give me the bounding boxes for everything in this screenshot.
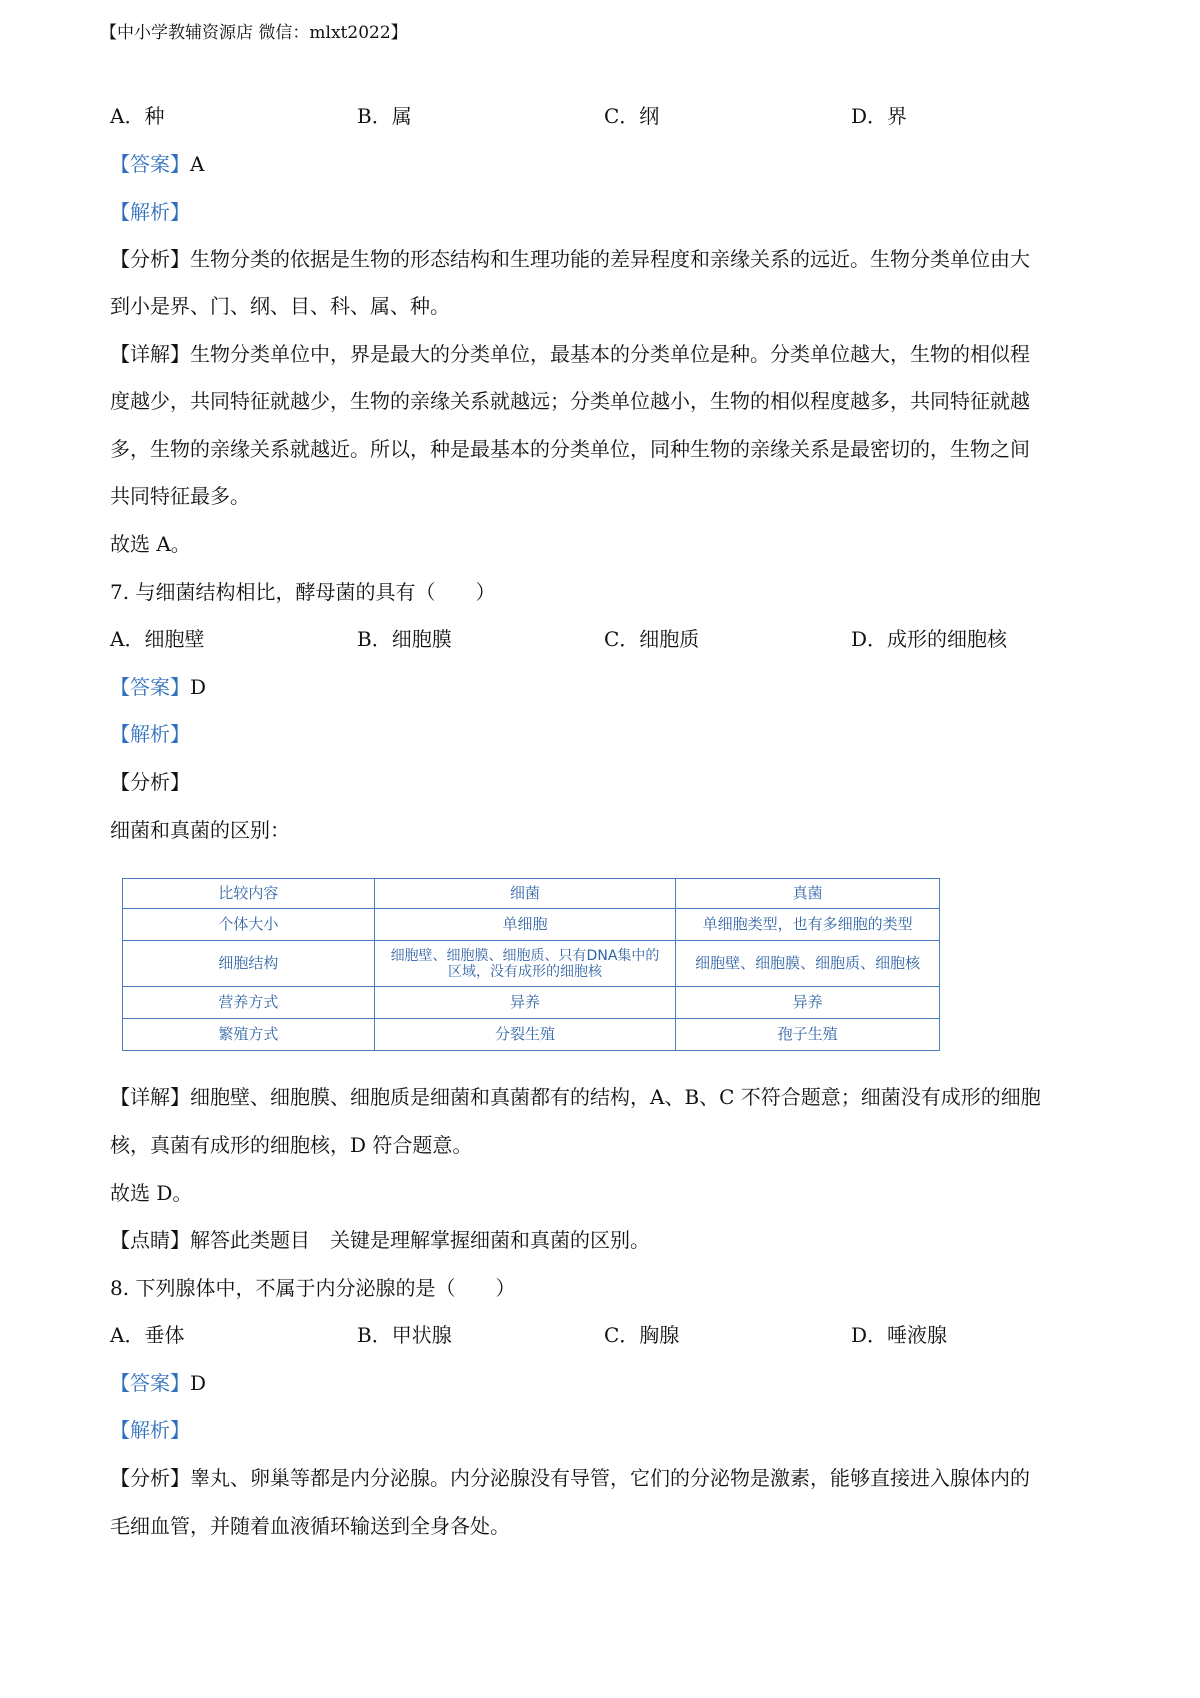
q7-jiexi: 【解析】	[110, 722, 190, 746]
table-cell: 繁殖方式	[123, 1019, 375, 1051]
q6-analysis: 【分析】生物分类的依据是生物的形态结构和生理功能的差异程度和亲缘关系的远近。生物分类单位由大	[110, 247, 1030, 271]
table-row	[123, 909, 940, 941]
q7-option-b: B．细胞膜	[357, 627, 452, 651]
q7-detail: 【详解】细胞壁、细胞膜、细胞质是细菌和真菌都有的结构，A、B、C 不符合题意；细菌没有成形的细胞	[110, 1085, 1041, 1109]
q8-analysis: 【分析】睾丸、卵巢等都是内分泌腺。内分泌腺没有导管，它们的分泌物是激素，能够直接进入腺体内的	[110, 1466, 1030, 1490]
table-cell: 单细胞类型，也有多细胞的类型	[676, 909, 940, 941]
table-row	[123, 941, 940, 987]
table-cell: 细胞结构	[123, 941, 375, 987]
q7-detail-cont: 核，真菌有成形的细胞核，D 符合题意。	[110, 1133, 473, 1157]
table-cell: 孢子生殖	[676, 1019, 940, 1051]
q6-choice: 故选 A。	[110, 532, 191, 556]
table-row	[123, 1019, 940, 1051]
table-cell: 异养	[374, 987, 676, 1019]
q8-stem: 8. 下列腺体中，不属于内分泌腺的是（ ）	[110, 1276, 516, 1300]
q6-answer: 【答案】A	[110, 152, 205, 176]
q6-option-a: A．种	[110, 104, 165, 128]
q7-answer: 【答案】D	[110, 675, 207, 699]
q6-option-c: C．纲	[604, 104, 660, 128]
q8-answer: 【答案】D	[110, 1371, 207, 1395]
q7-analysis-label: 【分析】	[110, 770, 190, 794]
q7-comment: 【点睛】解答此类题目 关键是理解掌握细菌和真菌的区别。	[110, 1228, 650, 1252]
q7-table-intro: 细菌和真菌的区别：	[110, 818, 290, 842]
q6-detail-cont-1: 度越少，共同特征就越少，生物的亲缘关系就越远；分类单位越小，生物的相似程度越多，共同特征就越	[110, 389, 1030, 413]
q7-option-c: C．细胞质	[604, 627, 700, 651]
q6-jiexi: 【解析】	[110, 200, 190, 224]
table-row	[123, 879, 940, 909]
q6-detail: 【详解】生物分类单位中，界是最大的分类单位，最基本的分类单位是种。分类单位越大，生物的相似程	[110, 342, 1030, 366]
q8-option-d: D．唾液腺	[851, 1323, 948, 1347]
q8-option-b: B．甲状腺	[357, 1323, 452, 1347]
q7-choice: 故选 D。	[110, 1181, 193, 1205]
table-cell: 细菌	[374, 879, 676, 909]
q6-detail-cont-2: 多，生物的亲缘关系就越近。所以，种是最基本的分类单位，同种生物的亲缘关系是最密切的，生物之间	[110, 437, 1030, 461]
q7-option-d: D．成形的细胞核	[851, 627, 1008, 651]
table-row	[123, 987, 940, 1019]
q6-option-b: B．属	[357, 104, 412, 128]
watermark-header: 【中小学教辅资源店 微信：mlxt2022】	[100, 23, 408, 43]
table-cell: 单细胞	[374, 909, 676, 941]
table-cell: 真菌	[676, 879, 940, 909]
table-cell: 细胞壁、细胞膜、细胞质、只有DNA集中的区域，没有成形的细胞核	[374, 941, 676, 987]
q6-analysis-cont: 到小是界、门、纲、目、科、属、种。	[110, 294, 450, 318]
q7-stem: 7. 与细菌结构相比，酵母菌的具有（ ）	[110, 580, 496, 604]
q6-option-d: D．界	[851, 104, 908, 128]
q6-detail-cont-3: 共同特征最多。	[110, 484, 250, 508]
q8-option-a: A．垂体	[110, 1323, 185, 1347]
table-cell: 细胞壁、细胞膜、细胞质、细胞核	[676, 941, 940, 987]
table-cell: 个体大小	[123, 909, 375, 941]
table-cell: 分裂生殖	[374, 1019, 676, 1051]
q8-jiexi: 【解析】	[110, 1418, 190, 1442]
table-cell: 比较内容	[123, 879, 375, 909]
q8-analysis-cont: 毛细血管，并随着血液循环输送到全身各处。	[110, 1514, 510, 1538]
table-cell: 异养	[676, 987, 940, 1019]
q8-option-c: C．胸腺	[604, 1323, 680, 1347]
table-cell: 营养方式	[123, 987, 375, 1019]
comparison-table	[122, 878, 940, 1051]
q7-option-a: A．细胞壁	[110, 627, 205, 651]
